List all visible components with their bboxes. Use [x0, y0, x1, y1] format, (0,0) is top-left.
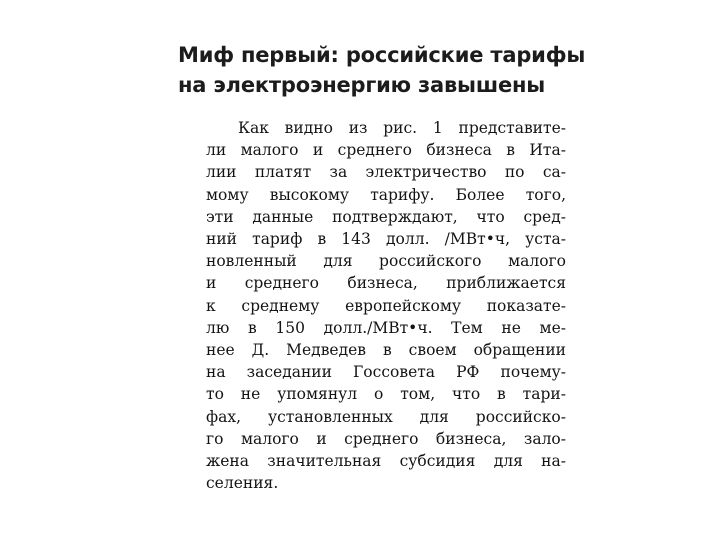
paragraph-line: жена значительная субсидия для на-: [206, 452, 566, 471]
paragraph-line: Как видно из рис. 1 представите-: [238, 119, 566, 137]
title-line: на электроэнергию завышены: [178, 73, 546, 97]
paragraph-line: го малого и среднего бизнеса, зало-: [206, 429, 566, 448]
paragraph-line: к среднему европейскому показате-: [206, 296, 566, 315]
paragraph-line: ний тариф в 143 долл. /МВт•ч, уста-: [206, 230, 566, 249]
paragraph-line: ли малого и среднего бизнеса в Ита-: [206, 141, 566, 160]
article-title: [178, 40, 586, 100]
paragraph-line: лю в 150 долл./МВт•ч. Тем не ме-: [206, 318, 566, 337]
paragraph-line: нее Д. Медведев в своем обращении: [206, 341, 566, 360]
paragraph-line: мому высокому тарифу. Более того,: [206, 185, 566, 204]
paragraph-line: селения.: [206, 474, 279, 493]
title-line: Миф первый: российские тарифы: [178, 43, 586, 67]
paragraph-line: и среднего бизнеса, приближается: [206, 274, 566, 293]
paragraph-line: эти данные подтверждают, что сред-: [206, 207, 566, 226]
paragraph-line: на заседании Госсовета РФ почему-: [206, 363, 566, 382]
paragraph-line: новленный для российского малого: [206, 252, 566, 271]
paragraph-line: то не упомянул о том, что в тари-: [206, 385, 566, 404]
paragraph-line: лии платят за электричество по са-: [206, 163, 566, 182]
article-paragraph: [206, 117, 566, 494]
paragraph-line: фах, установленных для российско-: [206, 407, 566, 426]
